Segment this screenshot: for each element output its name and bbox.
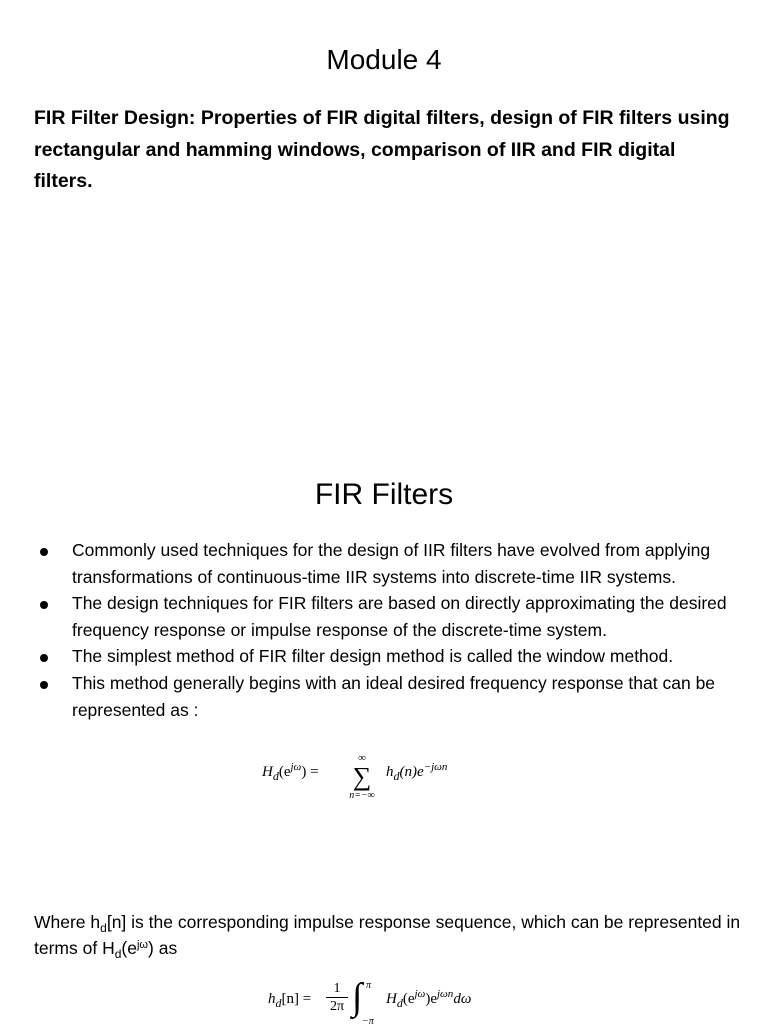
eq-argument: )e <box>425 991 437 1007</box>
eq-subscript: d <box>393 769 400 783</box>
eq-superscript: jω <box>290 761 302 773</box>
bullet-icon <box>40 601 48 609</box>
bullet-text: This method generally begins with an ideal desired frequency response that can be represented as : <box>72 672 716 720</box>
eq-argument: [n] = <box>281 991 312 1007</box>
bullet-text: The simplest method of FIR filter design method is called the window method. <box>72 646 674 667</box>
integral-lower-limit: −π <box>362 1016 374 1027</box>
list-item <box>40 643 750 670</box>
list-item <box>40 537 750 590</box>
paragraph-text: ) as <box>148 938 178 958</box>
module-topics: FIR Filter Design: Properties of FIR digital filters, design of FIR filters using rectangular and hamming windows, comparison of IIR and FIR digital filters. <box>34 107 730 192</box>
paragraph-subscript: d <box>114 947 122 961</box>
equation-lhs <box>262 761 319 783</box>
fraction <box>326 980 348 1016</box>
fraction-numerator: 1 <box>326 980 348 998</box>
equation-lhs <box>268 991 311 1008</box>
section-title: FIR Filters <box>314 478 454 511</box>
paragraph-text: [n] is the corresponding impulse response sequence, which can be represented in terms of H <box>34 912 741 958</box>
integral-upper-limit: π <box>366 980 372 991</box>
eq-argument: (e <box>278 764 291 780</box>
eq-subscript: d <box>275 996 282 1010</box>
bullet-text: The design techniques for FIR filters are based on directly approximating the desired frequency response or impulse response of the discrete-time system. <box>72 593 727 640</box>
paragraph-text: (e <box>121 938 137 958</box>
eq-superscript: jωn <box>436 988 454 1000</box>
impulse-response-paragraph <box>34 909 754 961</box>
sum-lower-limit: n=−∞ <box>349 790 375 801</box>
eq-symbol: H <box>386 991 397 1007</box>
bullet-list <box>40 537 750 723</box>
list-item <box>40 590 750 643</box>
eq-superscript: jω <box>414 988 426 1000</box>
bullet-icon <box>40 654 48 662</box>
frequency-response-equation <box>262 752 522 804</box>
summation <box>344 752 380 802</box>
eq-symbol: H <box>262 764 273 780</box>
eq-symbol: h <box>386 764 394 780</box>
impulse-response-equation <box>268 976 528 1027</box>
eq-symbol: h <box>268 991 276 1007</box>
sigma-icon: ∑ <box>352 762 372 791</box>
list-item <box>40 670 750 723</box>
paragraph-text: Where h <box>34 912 101 932</box>
integral-icon: ∫ <box>352 976 363 1018</box>
sum-upper-limit: ∞ <box>358 752 366 764</box>
eq-argument: (n)e <box>399 764 424 780</box>
module-title: Module 4 <box>326 44 442 75</box>
eq-equals: ) = <box>301 764 319 780</box>
equation-rhs <box>386 988 472 1010</box>
paragraph-superscript: jω <box>136 939 149 951</box>
bullet-text: Commonly used techniques for the design of IIR filters have evolved from applying transformations of continuous-time IIR systems into discrete-time IIR systems. <box>72 540 711 587</box>
equation-rhs <box>386 761 448 783</box>
bullet-icon <box>40 681 48 689</box>
eq-argument: (e <box>402 991 415 1007</box>
eq-superscript: −jωn <box>423 761 448 773</box>
eq-differential: dω <box>453 991 472 1007</box>
bullet-icon <box>40 548 48 556</box>
paragraph-subscript: d <box>100 921 107 935</box>
fraction-denominator: 2π <box>329 999 345 1014</box>
eq-subscript: d <box>396 996 403 1010</box>
eq-subscript: d <box>272 769 279 783</box>
